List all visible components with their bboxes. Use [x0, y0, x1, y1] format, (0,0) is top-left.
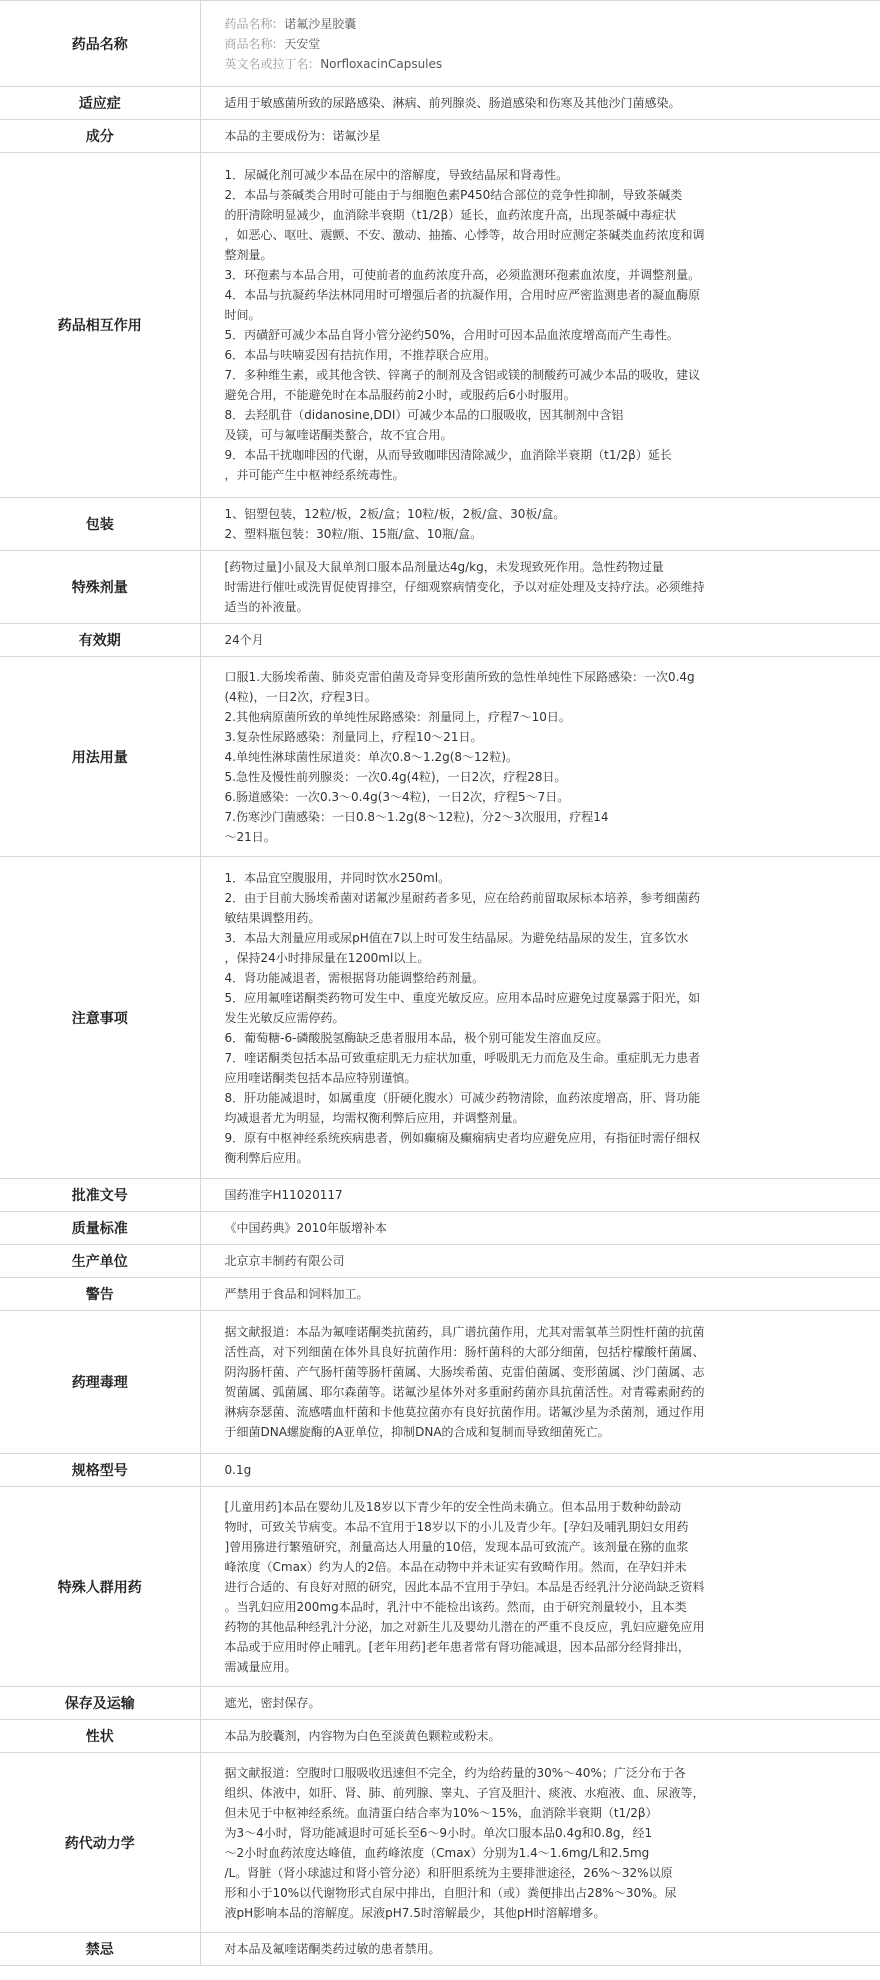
- contraindications-value: 对本品及氟喹诺酮类药过敏的患者禁用。: [200, 1933, 880, 1966]
- approval-value: 国药准字H11020117: [200, 1179, 880, 1212]
- row-pharmacology: [0, 1311, 880, 1454]
- special-groups-value: [儿童用药]本品在婴幼儿及18岁以下青少年的安全性尚未确立。但本品用于数种幼龄动 物时，可致关节病变。本品不宜用于18岁以下的小儿及青少年。[孕妇及哺乳期妇女用药 ]曾用猕进行繁殖研究，剂量高达人用量的10倍，发现本品可致流产。该剂量在猕的血浆 峰浓度（Cmax）约为人的2倍。本品在动物中并未证实有致畸作用。然而，在孕妇并未 进行合适的、有良好对照的研究，因此本品不宜用于孕妇。本品是否经乳汁分泌尚缺乏资料 。当乳妇应用200mg本品时，乳汁中不能检出该药。然而，由于研究剂量较小，且本类 药物的其他品种经乳汁分泌，加之对新生儿及婴幼儿潜在的严重不良反应，乳妇应避免应用 本品或于应用时停止哺乳。[老年用药]老年患者常有肾功能减退，因本品部分经肾排出， 需减量应用。: [200, 1487, 880, 1687]
- ingredients-label: 成分: [0, 120, 200, 153]
- pharmacology-label: 药理毒理: [0, 1311, 200, 1454]
- row-pharmacokinetics: [0, 1753, 880, 1933]
- dosage-value: 口服1.大肠埃希菌、肺炎克雷伯菌及奇异变形菌所致的急性单纯性下尿路感染：一次0.4g (4粒)，一日2次，疗程3日。 2.其他病原菌所致的单纯性尿路感染：剂量同上，疗程7～10日。 3.复杂性尿路感染：剂量同上，疗程10～21日。 4.单纯性淋球菌性尿道炎：单次0.8～1.2g(8～12粒)。 5.急性及慢性前列腺炎：一次0.4g(4粒)，一日2次，疗程28日。 6.肠道感染：一次0.3～0.4g(3～4粒)，一日2次，疗程5～7日。 7.伤寒沙门菌感染：一日0.8～1.2g(8～12粒)，分2～3次服用，疗程14 ～21日。: [200, 657, 880, 857]
- indications-label: 适应症: [0, 87, 200, 120]
- precautions-value: 1．本品宜空腹服用，并同时饮水250ml。 2．由于目前大肠埃希菌对诺氟沙星耐药者多见，应在给药前留取尿标本培养，参考细菌药 敏结果调整用药。 3．本品大剂量应用或尿pH值在7以上时可发生结晶尿。为避免结晶尿的发生，宜多饮水 ，保持24小时排尿量在1200ml以上。 4．肾功能减退者，需根据肾功能调整给药剂量。 5．应用氟喹诺酮类药物可发生中、重度光敏反应。应用本品时应避免过度暴露于阳光，如 发生光敏反应需停药。 6．葡萄糖-6-磷酸脱氢酶缺乏患者服用本品，极个别可能发生溶血反应。 7．喹诺酮类包括本品可致重症肌无力症状加重，呼吸肌无力而危及生命。重症肌无力患者 应用喹诺酮类包括本品应特别谨慎。 8．肝功能减退时，如属重度（肝硬化腹水）可减少药物清除，血药浓度增高，肝、肾功能 均减退者尤为明显，均需权衡利弊后应用，并调整剂量。 9．原有中枢神经系统疾病患者，例如癫痫及癫痫病史者均应避免应用，有指征时需仔细权 衡利弊后应用。: [200, 857, 880, 1179]
- validity-label: 有效期: [0, 624, 200, 657]
- spec-label: 规格型号: [0, 1454, 200, 1487]
- contraindications-label: 禁忌: [0, 1933, 200, 1966]
- storage-value: 遮光，密封保存。: [200, 1687, 880, 1720]
- warning-label: 警告: [0, 1278, 200, 1311]
- manufacturer-label: 生产单位: [0, 1245, 200, 1278]
- trade-name: 天安堂: [284, 36, 321, 51]
- english-name-line: 英文名或拉丁名: NorfloxacinCapsules: [224, 56, 443, 71]
- generic-name-line: 药品名称: 诺氟沙星胶囊: [224, 16, 357, 31]
- precautions-label: 注意事项: [0, 857, 200, 1179]
- row-names: [0, 1, 880, 87]
- standard-value: 《中国药典》2010年版增补本: [200, 1212, 880, 1245]
- row-appearance: [0, 1720, 880, 1753]
- row-contraindications: [0, 1933, 880, 1966]
- indications-value: 适用于敏感菌所致的尿路感染、淋病、前列腺炎、肠道感染和伤寒及其他沙门菌感染。: [200, 87, 880, 120]
- row-standard: [0, 1212, 880, 1245]
- row-interactions: [0, 153, 880, 498]
- row-ingredients: [0, 120, 880, 153]
- overdose-value: [药物过量]小鼠及大鼠单剂口服本品剂量达4g/kg，未发现致死作用。急性药物过量 时需进行催吐或洗胃促使胃排空，仔细观察病情变化，予以对症处理及支持疗法。必须维持 适当的补液量。: [200, 551, 880, 624]
- approval-label: 批准文号: [0, 1179, 200, 1212]
- row-approval: [0, 1179, 880, 1212]
- row-indications: [0, 87, 880, 120]
- pharmacokinetics-value: 据文献报道：空腹时口服吸收迅速但不完全，约为给药量的30%～40%；广泛分布于各 组织、体液中，如肝、肾、肺、前列腺、睾丸、子宫及胆汁、痰液、水疱液、血、尿液等， 但未见于中枢神经系统。血清蛋白结合率为10%～15%，血消除半衰期（t1/2β） 为3～4小时，肾功能减退时可延长至6～9小时。单次口服本品0.4g和0.8g，经1 ～2小时血药浓度达峰值，血药峰浓度（Cmax）分别为1.4～1.6mg/L和2.5mg /L。肾脏（肾小球滤过和肾小管分泌）和肝胆系统为主要排泄途径，26%～32%以原 形和小于10%以代谢物形式自尿中排出，自胆汁和（或）粪便排出占28%～30%。尿 液pH影响本品的溶解度。尿液pH7.5时溶解最少，其他pH时溶解增多。: [200, 1753, 880, 1933]
- standard-label: 质量标准: [0, 1212, 200, 1245]
- packaging-label: 包装: [0, 498, 200, 551]
- appearance-value: 本品为胶囊剂，内容物为白色至淡黄色颗粒或粉末。: [200, 1720, 880, 1753]
- row-precautions: [0, 857, 880, 1179]
- packaging-value: 1、铝塑包装，12粒/板，2板/盒；10粒/板，2板/盒、30板/盒。 2、塑料瓶包装：30粒/瓶、15瓶/盒、10瓶/盒。: [200, 498, 880, 551]
- row-special-groups: [0, 1487, 880, 1687]
- ingredients-value: 本品的主要成份为：诺氟沙星: [200, 120, 880, 153]
- spec-value: 0.1g: [200, 1454, 880, 1487]
- dosage-label: 用法用量: [0, 657, 200, 857]
- overdose-label: 特殊剂量: [0, 551, 200, 624]
- names-label: 药品名称: [0, 1, 200, 87]
- row-overdose: [0, 551, 880, 624]
- manufacturer-value: 北京京丰制药有限公司: [200, 1245, 880, 1278]
- interactions-value: 1．尿碱化剂可减少本品在尿中的溶解度，导致结晶尿和肾毒性。 2．本品与茶碱类合用时可能由于与细胞色素P450结合部位的竞争性抑制，导致茶碱类 的肝清除明显减少，血消除半衰期（t1/2β）延长，血药浓度升高，出现茶碱中毒症状 ，如恶心、呕吐、震颤、不安、激动、抽搐、心悸等，故合用时应测定茶碱类血药浓度和调 整剂量。 3．环孢素与本品合用，可使前者的血药浓度升高，必须监测环孢素血浓度，并调整剂量。 4．本品与抗凝药华法林同用时可增强后者的抗凝作用，合用时应严密监测患者的凝血酶原 时间。 5．丙磺舒可减少本品自肾小管分泌约50%，合用时可因本品血浓度增高而产生毒性。 6．本品与呋喃妥因有拮抗作用，不推荐联合应用。 7．多种维生素，或其他含铁、锌离子的制剂及含铝或镁的制酸药可减少本品的吸收，建议 避免合用，不能避免时在本品服药前2小时，或服药后6小时服用。 8．去羟肌苷（didanosine,DDI）可减少本品的口服吸收，因其制剂中含铝 及镁，可与氟喹诺酮类螯合，故不宜合用。 9．本品干扰咖啡因的代谢，从而导致咖啡因清除减少，血消除半衰期（t1/2β）延长 ，并可能产生中枢神经系统毒性。: [200, 153, 880, 498]
- generic-name: 诺氟沙星胶囊: [284, 16, 357, 31]
- trade-name-line: 商品名称: 天安堂: [224, 36, 321, 51]
- row-validity: [0, 624, 880, 657]
- row-spec: [0, 1454, 880, 1487]
- row-storage: [0, 1687, 880, 1720]
- english-name: NorfloxacinCapsules: [320, 56, 443, 71]
- pharmacokinetics-label: 药代动力学: [0, 1753, 200, 1933]
- warning-value: 严禁用于食品和饲料加工。: [200, 1278, 880, 1311]
- row-manufacturer: [0, 1245, 880, 1278]
- names-value: [200, 1, 880, 87]
- interactions-label: 药品相互作用: [0, 153, 200, 498]
- storage-label: 保存及运输: [0, 1687, 200, 1720]
- validity-value: 24个月: [200, 624, 880, 657]
- special-groups-label: 特殊人群用药: [0, 1487, 200, 1687]
- row-dosage: [0, 657, 880, 857]
- appearance-label: 性状: [0, 1720, 200, 1753]
- row-warning: [0, 1278, 880, 1311]
- pharmacology-value: 据文献报道：本品为氟喹诺酮类抗菌药，具广谱抗菌作用，尤其对需氧革兰阴性杆菌的抗菌 活性高，对下列细菌在体外具良好抗菌作用：肠杆菌科的大部分细菌，包括柠檬酸杆菌属、 阴沟肠杆菌、产气肠杆菌等肠杆菌属、大肠埃希菌、克雷伯菌属、变形菌属、沙门菌属、志 贺菌属、弧菌属、耶尔森菌等。诺氟沙星体外对多重耐药菌亦具抗菌活性。对青霉素耐药的 淋病奈瑟菌、流感嗜血杆菌和卡他莫拉菌亦有良好抗菌作用。诺氟沙星为杀菌剂，通过作用 于细菌DNA螺旋酶的A亚单位，抑制DNA的合成和复制而导致细菌死亡。: [200, 1311, 880, 1454]
- row-packaging: [0, 498, 880, 551]
